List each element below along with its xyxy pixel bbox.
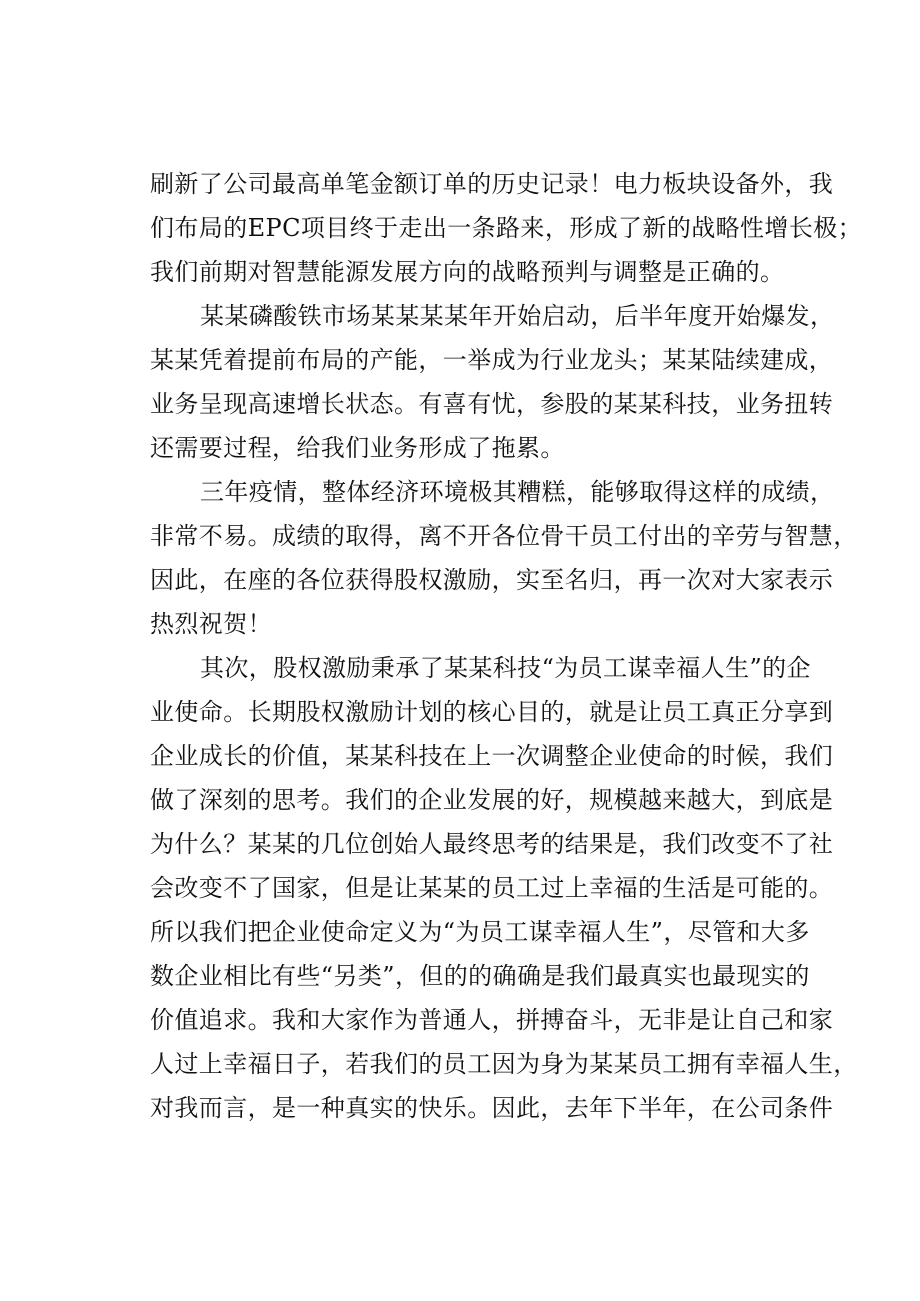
- text-line: 人过上幸福日子，若我们的员工因为身为某某员工拥有幸福人生，: [150, 1050, 858, 1078]
- text-line: 其次，股权激励秉承了某某科技“为员工谋幸福人生”的企: [200, 654, 811, 682]
- text-line: 数企业相比有些“另类”，但的的确确是我们最真实也最现实的: [150, 962, 810, 990]
- text-line: 因此，在座的各位获得股权激励，实至名归，再一次对大家表示: [150, 566, 834, 594]
- text-line: 做了深刻的思考。我们的企业发展的好，规模越来越大，到底是: [150, 786, 834, 814]
- text-line: 所以我们把企业使命定义为“为员工谋幸福人生”，尽管和大多: [150, 918, 810, 946]
- text-line: 业使命。长期股权激励计划的核心目的，就是让员工真正分享到: [150, 698, 834, 726]
- text-line: 为什么？某某的几位创始人最终思考的结果是，我们改变不了社: [150, 830, 834, 858]
- paragraph-2: [150, 294, 835, 470]
- text-line: 刷新了公司最高单笔金额订单的历史记录！电力板块设备外，我: [150, 170, 834, 198]
- paragraph-4: [150, 646, 858, 1130]
- text-line: 某某磷酸铁市场某某某某年开始启动，后半年度开始爆发，: [200, 302, 835, 330]
- text-line: 非常不易。成绩的取得，离不开各位骨干员工付出的辛劳与智慧，: [150, 522, 858, 550]
- text-line: 我们前期对智慧能源发展方向的战略预判与调整是正确的。: [150, 258, 785, 286]
- text-line: 价值追求。我和大家作为普通人，拼搏奋斗，无非是让自己和家: [150, 1006, 834, 1034]
- text-line: 会改变不了国家，但是让某某的员工过上幸福的生活是可能的。: [150, 874, 834, 902]
- paragraph-3: [150, 470, 858, 646]
- text-line: 对我而言，是一种真实的快乐。因此，去年下半年，在公司条件: [150, 1094, 834, 1122]
- text-line: 还需要过程，给我们业务形成了拖累。: [150, 434, 565, 462]
- text-line: 们布局的EPC项目终于走出一条路来，形成了新的战略性增长极；: [150, 214, 863, 242]
- paragraph-1: [150, 162, 863, 294]
- text-line: 业务呈现高速增长状态。有喜有忧，参股的某某科技，业务扭转: [150, 390, 834, 418]
- text-line: 某某凭着提前布局的产能，一举成为行业龙头；某某陆续建成，: [150, 346, 834, 374]
- text-line: 三年疫情，整体经济环境极其糟糕，能够取得这样的成绩，: [200, 478, 835, 506]
- text-line: 企业成长的价值，某某科技在上一次调整企业使命的时候，我们: [150, 742, 834, 770]
- text-line: 热烈祝贺！: [150, 610, 272, 638]
- document-body: [150, 162, 863, 1130]
